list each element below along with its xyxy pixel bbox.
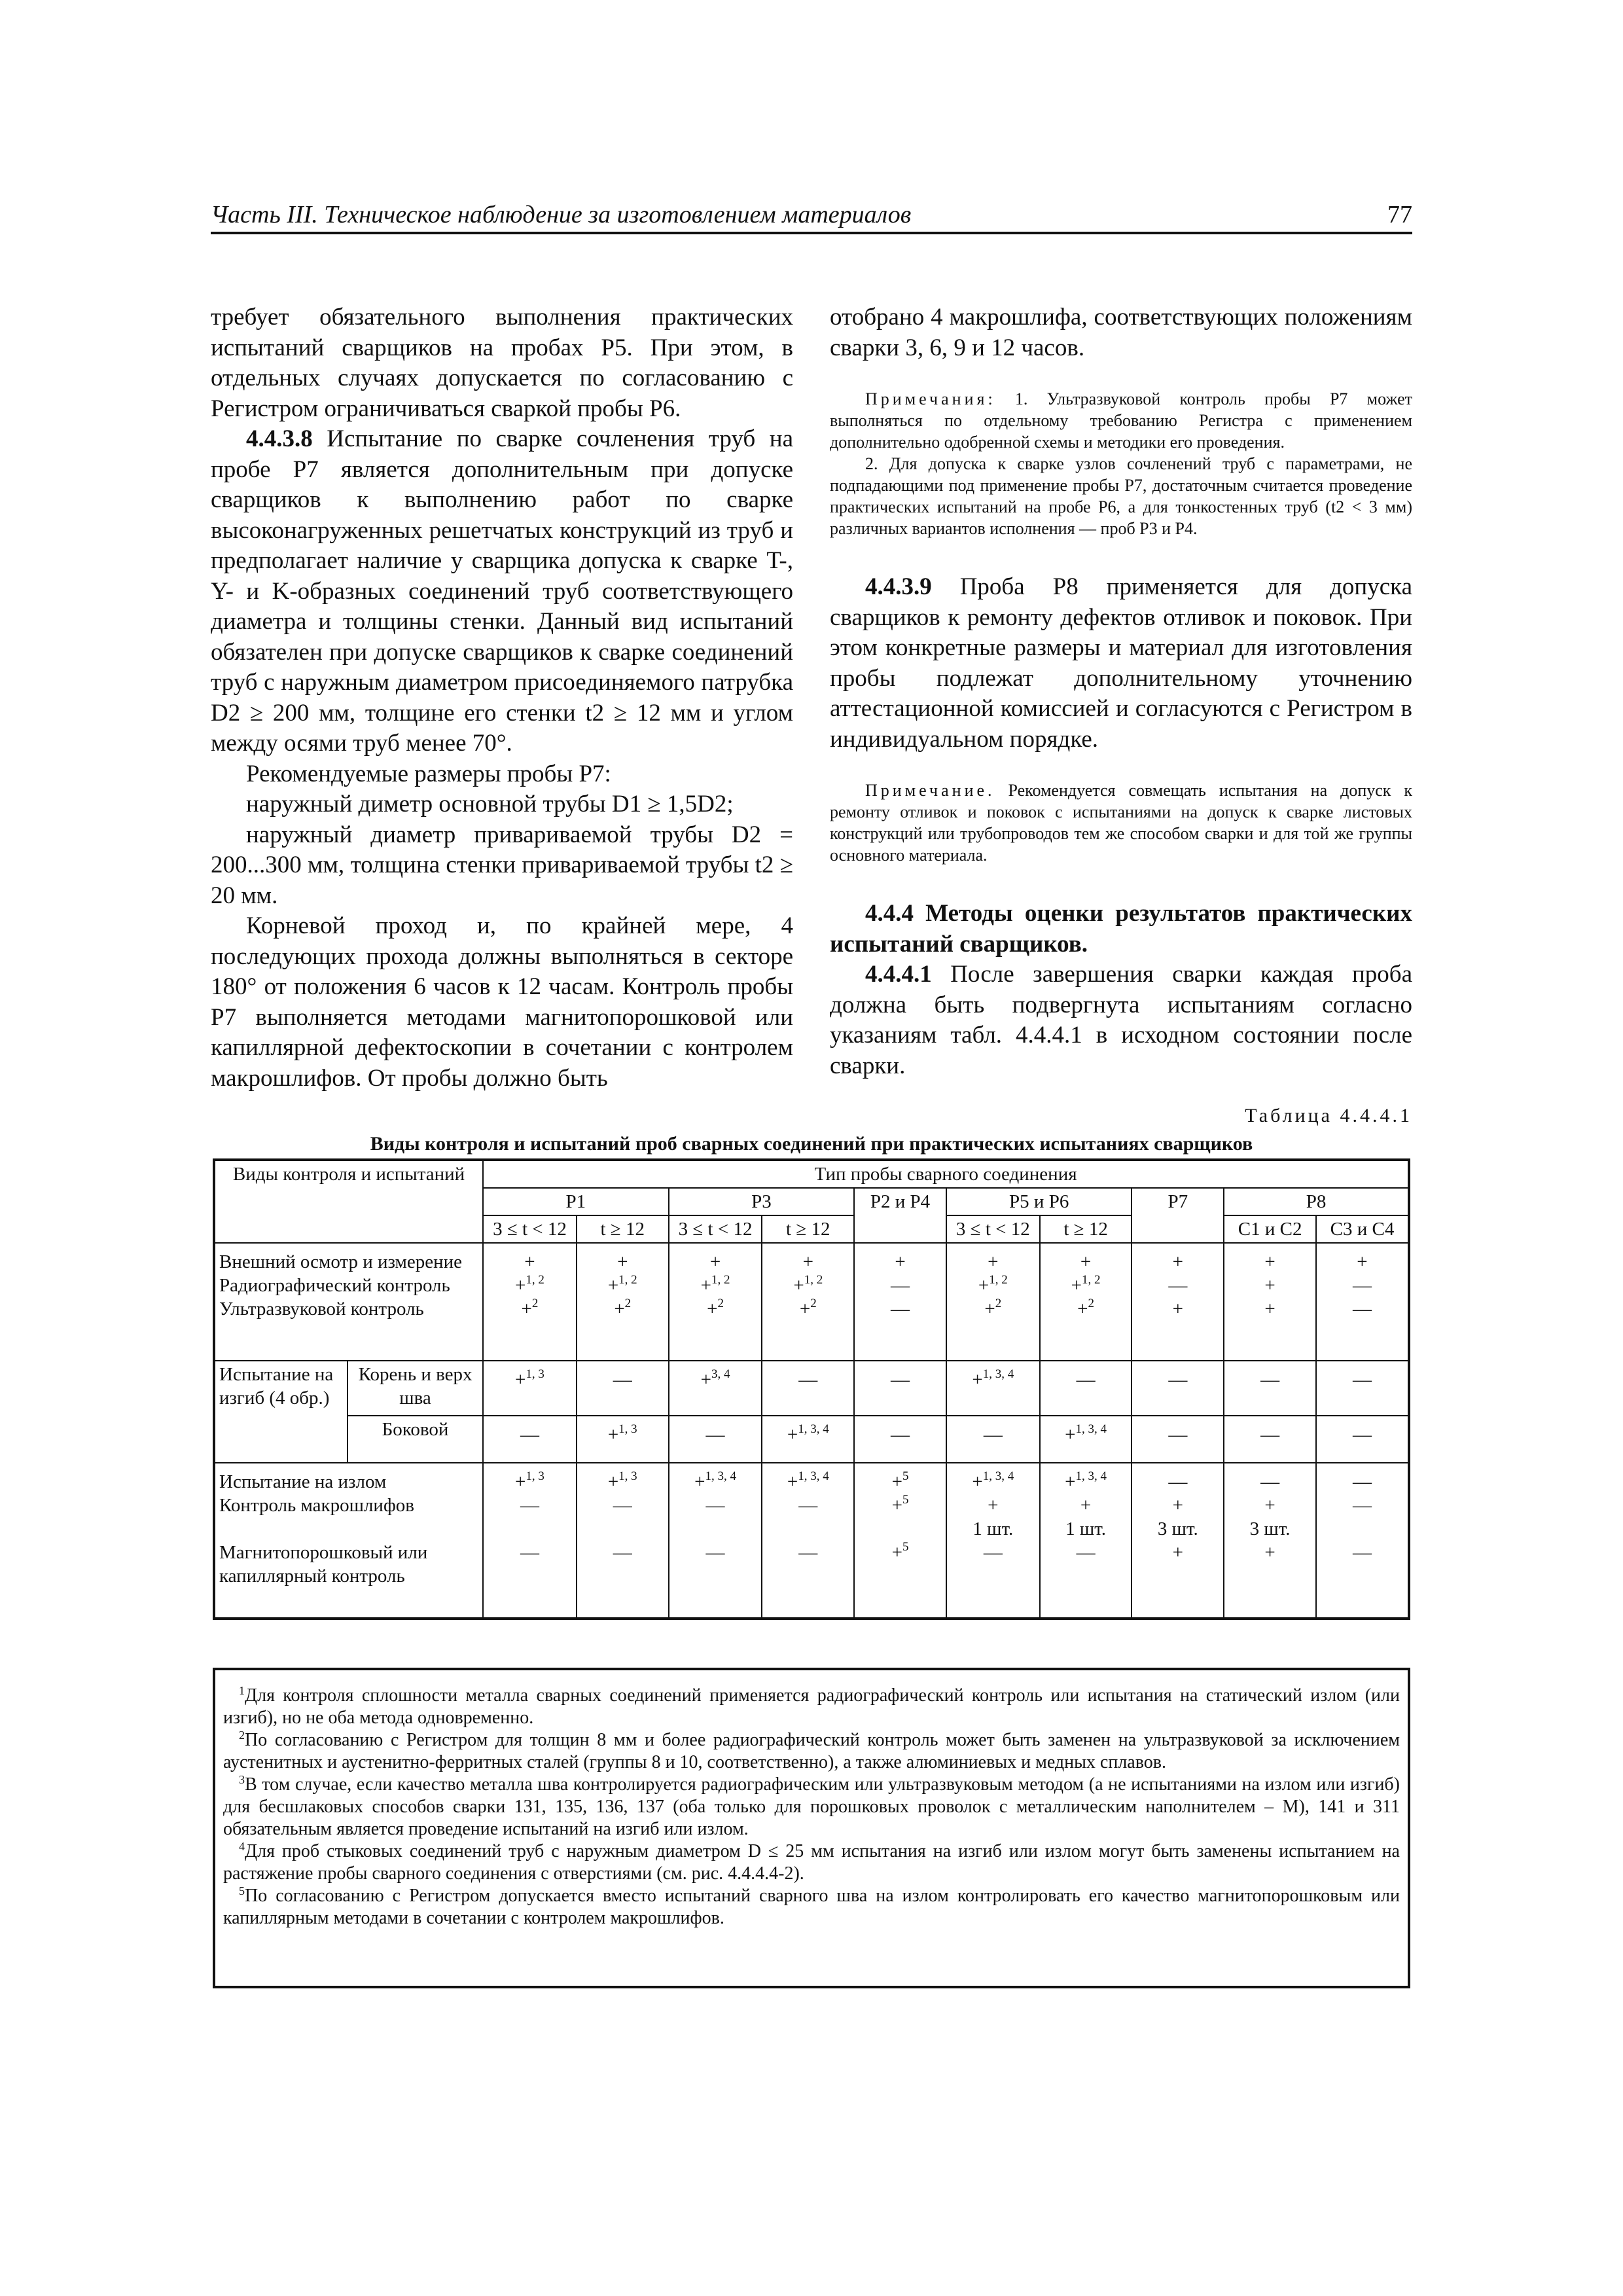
footnote: $^1$Для контроля сплошности металла сварных соединений применяется радиографический контроль или испытания на статический излом (или изгиб), но не оба метода одновременно. — [223, 1684, 1400, 1728]
cell-value — [766, 1517, 849, 1541]
left-column — [211, 302, 793, 1094]
cell-value: + — [988, 1495, 999, 1516]
cell-value: + — [524, 1251, 535, 1272]
cell-value: +$^2$ — [1077, 1297, 1095, 1319]
cell-value: +$^{3, 4}$ — [700, 1367, 730, 1390]
cell-value: — — [1168, 1275, 1188, 1296]
sub-header: 3 ≤ t < 12 — [483, 1215, 577, 1243]
table-cell — [577, 1243, 669, 1361]
cell-value: +$^{1, 3, 4}$ — [972, 1367, 1014, 1390]
cell-value: — — [1352, 1542, 1372, 1563]
cell-value: + — [1357, 1251, 1368, 1272]
paragraph: наружный диметр основной трубы D1 ≥ 1,5D2; — [246, 791, 734, 817]
cell-value: 1 шт. — [972, 1518, 1014, 1539]
cell-value: + — [617, 1251, 628, 1272]
cell-value — [1321, 1517, 1404, 1541]
table-cell — [1040, 1243, 1132, 1361]
table-caption: Виды контроля и испытаний проб сварных соединений при практических испытаниях сварщиков — [370, 1133, 1253, 1155]
table-cell — [762, 1416, 854, 1463]
paragraph: отобрано 4 макрошлифа, соответствующих положениям сварки 3, 6, 9 и 12 часов. — [830, 304, 1412, 361]
table-cell — [762, 1243, 854, 1361]
section-number: 4.4.3.9 — [865, 573, 932, 600]
group-header: P7 — [1132, 1188, 1224, 1243]
table-cell — [762, 1361, 854, 1416]
cell-value: — — [520, 1424, 539, 1445]
cell-value: — — [1168, 1471, 1188, 1492]
table-cell — [1132, 1243, 1224, 1361]
cell-value: — — [891, 1275, 910, 1296]
row-sublabel: Корень и верх шва — [348, 1361, 483, 1416]
cell-value: +$^{1, 3, 4}$ — [787, 1469, 829, 1492]
row-label: Испытание на изгиб (4 обр.) — [214, 1361, 348, 1463]
cell-value: — — [798, 1495, 818, 1516]
row-label-line: Ультразвуковой контроль — [219, 1299, 424, 1319]
table-row — [214, 1243, 1409, 1361]
cell-value: +$^2$ — [521, 1297, 539, 1319]
cell-value: +$^{1, 3}$ — [607, 1469, 637, 1492]
cell-value: +$^2$ — [707, 1297, 724, 1319]
cell-value: + — [1080, 1251, 1092, 1272]
cell-value: 1 шт. — [1065, 1518, 1106, 1539]
cell-value: — — [798, 1369, 818, 1390]
header-kind: Виды контроля и испытаний — [214, 1160, 483, 1243]
table-cell — [577, 1361, 669, 1416]
note: Примечание. Рекомендуется совмещать испытания на допуск к ремонту отливок и поковок с испытаниями на допуск к сварке листовых конструкций или трубопроводов тем же способом сварки и для той же группы основного материала. — [830, 781, 1412, 865]
table-cell — [1040, 1361, 1132, 1416]
sub-header: t ≥ 12 — [1040, 1215, 1132, 1243]
cell-value: — — [1260, 1471, 1280, 1492]
cell-value: +$^{1, 3}$ — [515, 1367, 544, 1390]
cell-value: — — [891, 1424, 910, 1445]
cell-value: + — [1264, 1251, 1275, 1272]
cell-value: +$^5$ — [891, 1540, 909, 1563]
table-cell — [669, 1361, 762, 1416]
sub-header: C3 и C4 — [1316, 1215, 1409, 1243]
cell-value: +$^{1, 2}$ — [515, 1273, 544, 1296]
paragraph: наружный диаметр привариваемой трубы D2 = 200...300 мм, толщина стенки привариваемой трубы t2 ≥ 20 мм. — [211, 821, 793, 909]
cell-value: — — [1076, 1542, 1096, 1563]
cell-value: — — [1076, 1369, 1096, 1390]
running-header — [211, 198, 1412, 234]
cell-value: + — [1264, 1275, 1275, 1296]
note-label: Примечания: — [865, 389, 996, 408]
paragraph: 4.4.4.1 После завершения сварки каждая проба должна быть подвергнута испытаниям согласно указаниям табл. 4.4.4.1 в исходном состоянии после сварки. — [830, 961, 1412, 1079]
row-sublabel: Боковой — [348, 1416, 483, 1463]
note-label: Примечание. — [865, 781, 995, 800]
cell-value: +$^{1, 3, 4}$ — [972, 1469, 1014, 1492]
table-footnotes — [213, 1668, 1410, 1988]
row-label-line — [219, 1517, 478, 1541]
table-cell — [854, 1243, 946, 1361]
cell-value: — — [1260, 1369, 1280, 1390]
table-cell — [854, 1463, 946, 1619]
cell-value: + — [1172, 1251, 1184, 1272]
table-cell — [669, 1416, 762, 1463]
cell-value — [488, 1517, 572, 1541]
header-type: Тип пробы сварного соединения — [483, 1160, 1409, 1188]
table-cell — [946, 1416, 1040, 1463]
cell-value — [581, 1517, 664, 1541]
footnote: $^2$По согласованию с Регистром для толщин 8 мм и более радиографический контроль может быть заменен на ультразвуковой за исключением аустенитных и аустенитно-ферритных сталей (группы 8 и 10, соответственно), а также алюминиевых и медных сплавов. — [223, 1729, 1400, 1772]
cell-value: — — [1168, 1424, 1188, 1445]
row-label-line: Испытание на излом — [219, 1471, 387, 1492]
row-label — [214, 1463, 483, 1619]
table-label: Таблица 4.4.4.1 — [1245, 1105, 1412, 1126]
group-header: P8 — [1224, 1188, 1409, 1215]
row-label-line: Контроль макрошлифов — [219, 1495, 414, 1516]
cell-value: — — [1352, 1299, 1372, 1319]
table-row — [214, 1361, 1409, 1416]
table-row — [214, 1463, 1409, 1619]
cell-value: — — [1352, 1471, 1372, 1492]
table-cell — [483, 1243, 577, 1361]
header-row — [214, 1160, 1409, 1188]
table-cell — [1224, 1416, 1316, 1463]
cell-value: — — [613, 1542, 632, 1563]
group-header: P2 и P4 — [854, 1188, 946, 1243]
table-cell — [577, 1463, 669, 1619]
right-column — [830, 302, 1412, 1081]
section-number: 4.4.4.1 — [865, 961, 932, 988]
cell-value: — — [520, 1495, 539, 1516]
group-header: P5 и P6 — [946, 1188, 1132, 1215]
cell-value: + — [1264, 1495, 1275, 1516]
cell-value: + — [1172, 1495, 1184, 1516]
paragraph: требует обязательного выполнения практических испытаний сварщиков на пробах P5. При этом, в отдельных случаях допускается по согласованию с Регистром ограничиваться сваркой пробы P6. — [211, 304, 793, 422]
cell-value: — — [613, 1369, 632, 1390]
table-cell — [946, 1463, 1040, 1619]
sub-header: t ≥ 12 — [762, 1215, 854, 1243]
footnote: $^4$Для проб стыковых соединений труб с наружным диаметром D ≤ 25 мм испытания на изгиб или излом могут быть заменены испытанием на растяжение пробы сварного соединения с отверстиями (см. рис. 4.4.4.4-2). — [223, 1840, 1400, 1884]
cell-value: — — [891, 1369, 910, 1390]
note: Примечания: 1. Ультразвуковой контроль пробы P7 может выполняться по отдельному требованию Регистра с применением дополнительно одобренной схемы и методики его проведения. — [830, 389, 1412, 452]
table-cell — [1316, 1361, 1409, 1416]
footnote: $^3$В том случае, если качество металла шва контролируется радиографическим или ультразвуковым методом (а не испытаниями на излом или изгиб) для бесшлаковых способов сварки 131, 135, 136, 137 (оба только для порошковых проволок с металлическим наполнителем – М), 141 и 311 обязательным является проведение испытаний на изгиб или излом. — [223, 1773, 1400, 1839]
cell-value: + — [1264, 1299, 1275, 1319]
sub-header: C1 и C2 — [1224, 1215, 1316, 1243]
table-cell — [669, 1243, 762, 1361]
cell-value: — — [983, 1424, 1003, 1445]
cell-value: — — [1352, 1495, 1372, 1516]
row-label — [214, 1243, 483, 1361]
cell-value: — — [705, 1424, 725, 1445]
cell-value: +$^{1, 2}$ — [793, 1273, 823, 1296]
table-row — [214, 1416, 1409, 1463]
cell-value: — — [1352, 1275, 1372, 1296]
cell-value: — — [983, 1542, 1003, 1563]
table-cell — [1316, 1243, 1409, 1361]
note: 2. Для допуска к сварке узлов сочленений труб с параметрами, не подпадающими под применение пробы P7, достаточным считается проведение практических испытаний на пробе P6, а для тонкостенных труб (t2 < 3 мм) различных вариантов исполнения — проб P3 и P4. — [830, 454, 1412, 538]
paragraph: Корневой проход и, по крайней мере, 4 последующих прохода должны выполняться в секторе 180° от положения 6 часов к 12 часам. Контроль пробы P7 выполняется методами магнитопорошковой или капиллярной дефектоскопии в сочетании с контролем макрошлифов. От пробы должно быть — [211, 912, 793, 1092]
table-cell — [1040, 1416, 1132, 1463]
cell-value: — — [798, 1542, 818, 1563]
group-header: P1 — [483, 1188, 669, 1215]
cell-value: +$^{1, 3}$ — [515, 1469, 544, 1492]
cell-value: — — [891, 1299, 910, 1319]
table-cell — [1224, 1361, 1316, 1416]
table-cell — [1132, 1416, 1224, 1463]
cell-value — [673, 1517, 758, 1541]
cell-value: +$^{1, 3, 4}$ — [1065, 1422, 1107, 1445]
cell-value: — — [1352, 1369, 1372, 1390]
cell-value: +$^2$ — [614, 1297, 632, 1319]
cell-value: +$^{1, 2}$ — [607, 1273, 637, 1296]
table-cell — [762, 1463, 854, 1619]
cell-value: + — [709, 1251, 721, 1272]
table-cell — [1224, 1463, 1316, 1619]
cell-value: + — [895, 1251, 906, 1272]
cell-value: — — [705, 1542, 725, 1563]
cell-value: — — [705, 1495, 725, 1516]
cell-value: +$^{1, 3, 4}$ — [1065, 1469, 1107, 1492]
cell-value: +$^{1, 2}$ — [978, 1273, 1008, 1296]
cell-value — [859, 1517, 942, 1541]
table-cell — [854, 1361, 946, 1416]
header-title: Часть III. Техническое наблюдение за изготовлением материалов — [211, 201, 912, 228]
cell-value: — — [1260, 1424, 1280, 1445]
table-cell — [577, 1416, 669, 1463]
cell-value: +$^{1, 3, 4}$ — [787, 1422, 829, 1445]
footnote: $^5$По согласованию с Регистром допускается вместо испытаний сварного шва на излом контролировать его качество магнитопорошковым или капиллярным методами в сочетании с контролем макрошлифов. — [223, 1884, 1400, 1928]
table-cell — [1316, 1463, 1409, 1619]
table-cell — [483, 1361, 577, 1416]
cell-value: — — [520, 1542, 539, 1563]
table-cell — [483, 1416, 577, 1463]
cell-value: 3 шт. — [1157, 1518, 1198, 1539]
table-cell — [854, 1416, 946, 1463]
cell-value: 3 шт. — [1249, 1518, 1291, 1539]
cell-value: + — [988, 1251, 999, 1272]
table-cell — [946, 1361, 1040, 1416]
cell-value: — — [1352, 1424, 1372, 1445]
table-cell — [946, 1243, 1040, 1361]
row-label-line: Радиографический контроль — [219, 1275, 450, 1296]
cell-value: +$^5$ — [891, 1469, 909, 1492]
cell-value: +$^2$ — [799, 1297, 817, 1319]
row-label-line: Магнитопорошковый или капиллярный контроль — [219, 1542, 428, 1587]
cell-value: + — [1080, 1495, 1092, 1516]
page-number: 77 — [1387, 201, 1412, 228]
paragraph: 4.4.3.8 Испытание по сварке сочленения труб на пробе P7 является дополнительным при допуске сварщиков к выполнению работ по сварке высоконагруженных решетчатых конструкций из труб и предполагает наличие у сварщика допуска к сварке T-, Y- и K-образных соединений труб соответствующего диаметра и толщины стенки. Данный вид испытаний обязателен при допуске сварщиков к сварке соединений труб с наружным диаметром присоединяемого патрубка D2 ≥ 200 мм, толщине его стенки t2 ≥ 12 мм и углом между осями труб менее 70°. — [211, 425, 793, 757]
cell-value: — — [1168, 1369, 1188, 1390]
cell-value: +$^{1, 3, 4}$ — [694, 1469, 736, 1492]
cell-value: +$^{1, 3}$ — [607, 1422, 637, 1445]
table-cell — [1132, 1463, 1224, 1619]
row-label-line: Внешний осмотр и измерение — [219, 1251, 463, 1272]
table-cell — [1040, 1463, 1132, 1619]
group-header: P3 — [669, 1188, 855, 1215]
data-table — [213, 1158, 1410, 1620]
sub-header: t ≥ 12 — [577, 1215, 669, 1243]
table-cell — [1224, 1243, 1316, 1361]
table-cell — [483, 1463, 577, 1619]
cell-value: — — [613, 1495, 632, 1516]
cell-value: + — [802, 1251, 813, 1272]
cell-value: + — [1264, 1542, 1275, 1563]
cell-value: +$^2$ — [984, 1297, 1002, 1319]
cell-value: + — [1172, 1299, 1184, 1319]
table-cell — [1132, 1361, 1224, 1416]
table-cell — [1316, 1416, 1409, 1463]
table-cell — [669, 1463, 762, 1619]
cell-value: +$^{1, 2}$ — [700, 1273, 730, 1296]
section-number: 4.4.3.8 — [246, 425, 313, 452]
cell-value: +$^5$ — [891, 1493, 909, 1516]
section-heading: 4.4.4 Методы оценки результатов практических испытаний сварщиков. — [830, 900, 1412, 958]
sub-header: 3 ≤ t < 12 — [946, 1215, 1040, 1243]
sub-header: 3 ≤ t < 12 — [669, 1215, 762, 1243]
paragraph: 4.4.3.9 Проба P8 применяется для допуска сварщиков к ремонту дефектов отливок и поковок. При этом конкретные размеры и материал для изготовления пробы подлежат дополнительному уточнению аттестационной комиссией и согласуются с Регистром в индивидуальном порядке. — [830, 573, 1412, 753]
cell-value: + — [1172, 1542, 1184, 1563]
paragraph: Рекомендуемые размеры пробы P7: — [246, 760, 611, 787]
cell-value: +$^{1, 2}$ — [1071, 1273, 1101, 1296]
